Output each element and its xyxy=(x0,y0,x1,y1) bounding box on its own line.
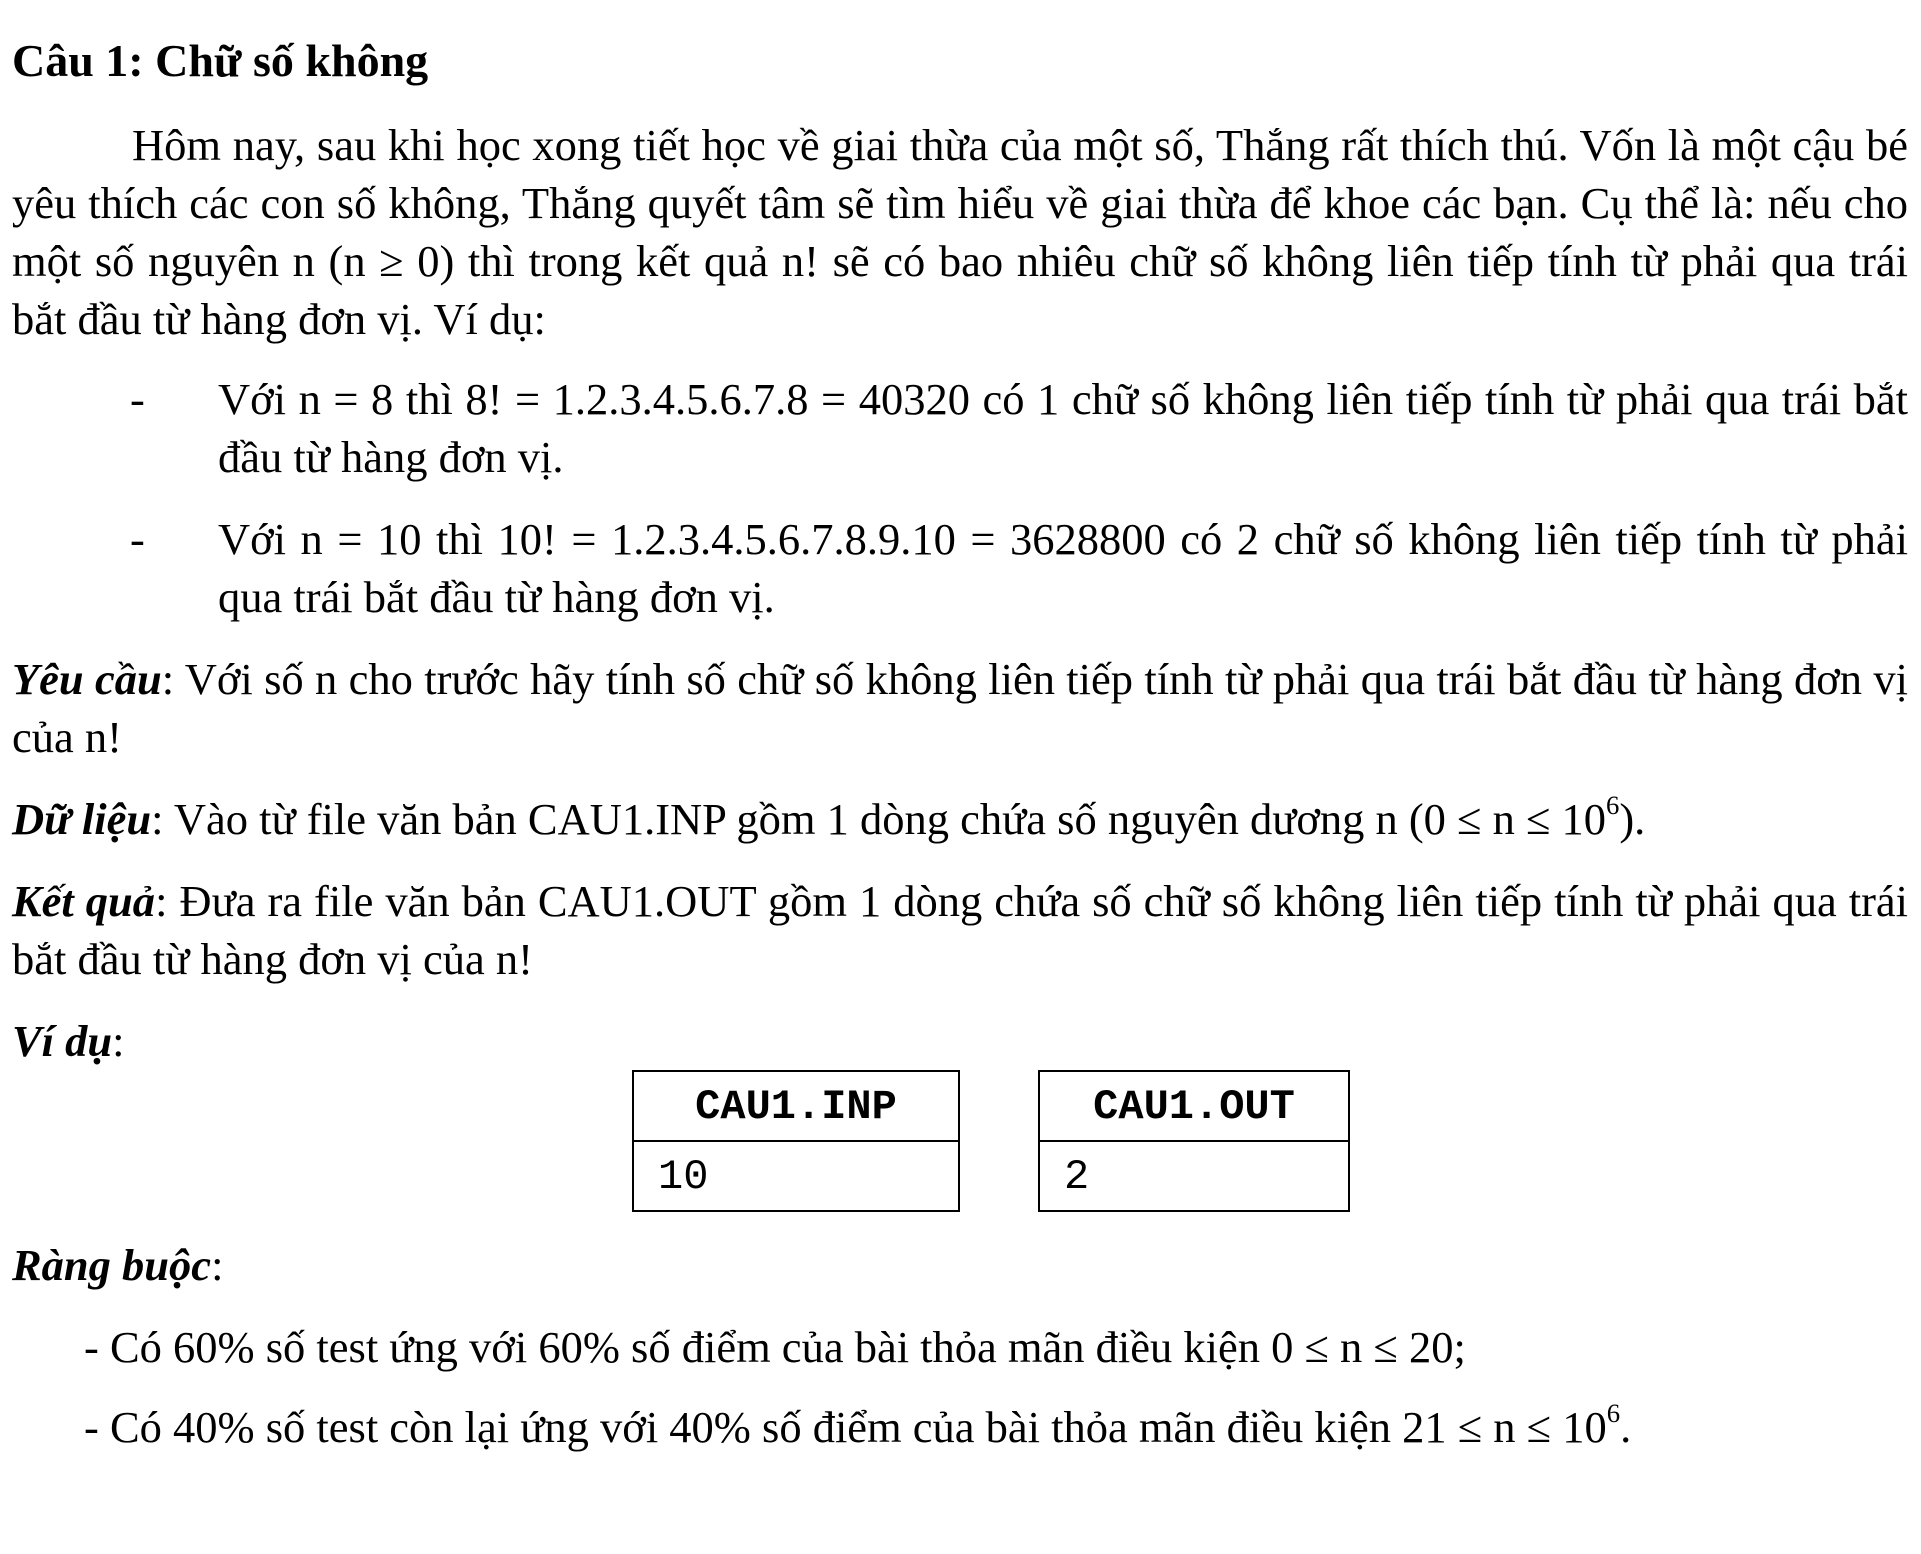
input-spec-text: : Vào từ file văn bản CAU1.INP gồm 1 dòng chứa số nguyên dương n (0 ≤ n ≤ 10 xyxy=(151,794,1607,844)
sample-output-header: CAU1.OUT xyxy=(1040,1072,1348,1142)
example-bullet-text: Với n = 10 thì 10! = 1.2.3.4.5.6.7.8.9.10 = 3628800 có 2 chữ số không liên tiếp tính từ phải qua trái bắt đầu từ hàng đơn vị. xyxy=(218,514,1908,622)
requirement-text: : Với số n cho trước hãy tính số chữ số không liên tiếp tính từ phải qua trái bắt đầu từ hàng đơn vị của n! xyxy=(12,654,1908,762)
example-bullet-text: Với n = 8 thì 8! = 1.2.3.4.5.6.7.8 = 40320 có 1 chữ số không liên tiếp tính từ phải qua trái bắt đầu từ hàng đơn vị. xyxy=(218,374,1908,482)
sample-input-value: 10 xyxy=(658,1153,709,1201)
output-spec-label: Kết quả xyxy=(12,876,156,926)
constraints-label: Ràng buộc xyxy=(12,1240,212,1290)
bullet-dash: - xyxy=(130,514,145,564)
example-colon: : xyxy=(112,1016,125,1066)
requirement-paragraph xyxy=(12,650,1908,766)
constraint-exponent: 6 xyxy=(1606,1397,1621,1428)
constraint-text-end: . xyxy=(1620,1402,1632,1452)
problem-title: Câu 1: Chữ số không xyxy=(12,35,429,86)
constraint-text: - Có 60% số test ứng với 60% số điểm của bài thỏa mãn điều kiện 0 ≤ n ≤ 20; xyxy=(84,1322,1466,1372)
sample-input-table xyxy=(632,1070,960,1212)
example-label: Ví dụ xyxy=(12,1016,113,1066)
intro-text: Hôm nay, sau khi học xong tiết học về giai thừa của một số, Thắng rất thích thú. Vốn là một cậu bé yêu thích các con số không, Thắng quyết tâm sẽ tìm hiểu về giai thừa để khoe các bạn. Cụ thể là: nếu cho một số nguyên n (n ≥ 0) thì trong kết quả n! sẽ có bao nhiêu chữ số không liên tiếp tính từ phải qua trái bắt đầu từ hàng đơn vị. Ví dụ: xyxy=(12,120,1908,344)
input-spec-text-end: ). xyxy=(1619,794,1646,844)
example-bullet-2 xyxy=(130,510,1908,626)
sample-output-table xyxy=(1038,1070,1350,1212)
constraint-item-1 xyxy=(84,1318,1904,1376)
input-spec-label: Dữ liệu xyxy=(12,794,152,844)
constraint-item-2 xyxy=(84,1398,1904,1456)
bullet-dash: - xyxy=(130,374,145,424)
constraints-colon: : xyxy=(211,1240,224,1290)
intro-paragraph xyxy=(12,116,1908,348)
constraints-heading xyxy=(12,1236,1908,1294)
requirement-label: Yêu cầu xyxy=(12,654,162,704)
constraint-text: - Có 40% số test còn lại ứng với 40% số điểm của bài thỏa mãn điều kiện 21 ≤ n ≤ 10 xyxy=(84,1402,1607,1452)
output-spec-text: : Đưa ra file văn bản CAU1.OUT gồm 1 dòng chứa số chữ số không liên tiếp tính từ phải qua trái bắt đầu từ hàng đơn vị của n! xyxy=(12,876,1909,984)
input-spec-exponent: 6 xyxy=(1606,789,1620,820)
example-bullet-1 xyxy=(130,370,1908,486)
example-section-heading xyxy=(12,1012,1908,1070)
output-spec-paragraph xyxy=(12,872,1908,988)
sample-output-value: 2 xyxy=(1064,1153,1090,1201)
input-spec-paragraph xyxy=(12,790,1908,848)
sample-input-header: CAU1.INP xyxy=(634,1072,958,1142)
